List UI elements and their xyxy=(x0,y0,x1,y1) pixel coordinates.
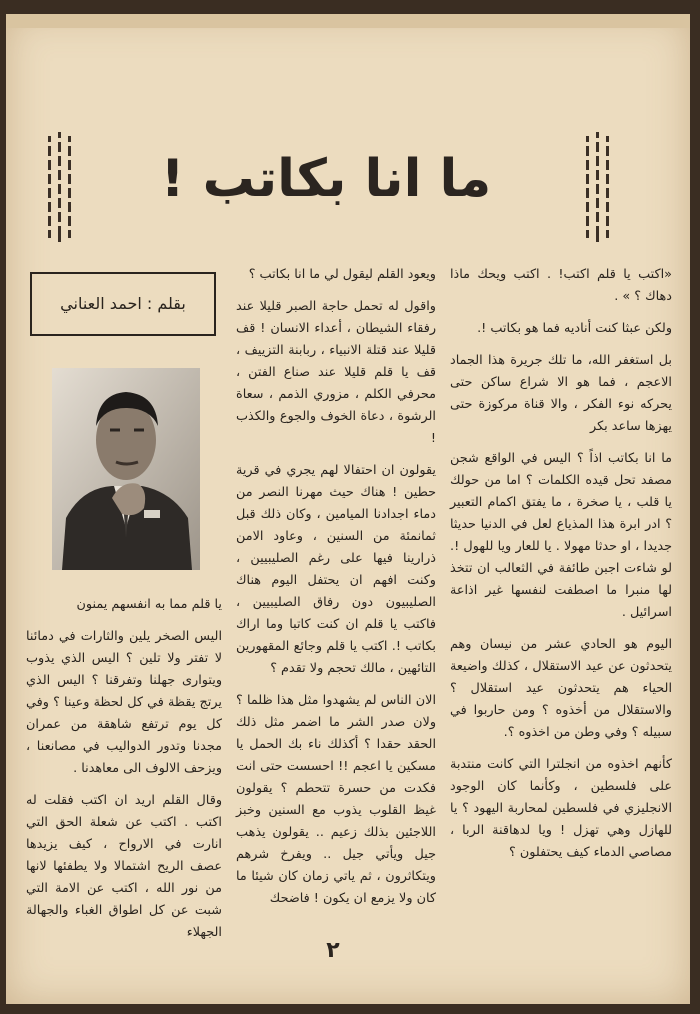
paragraph: ويعود القلم ليقول لي ما انا بكاتب ؟ xyxy=(248,267,436,282)
paragraph: اليوم هو الحادي عشر من نيسان وهم يتحدثون عن عيد الاستقلال ، كذلك واضيعة الحياء هم يتحدثون عيد استقلال ؟ والاستقلال من أخذوه ؟ ومن حاربوا في سبيله ؟ وفي وطن من اخذوه ؟. xyxy=(450,637,672,740)
paragraph: «اكتب يا قلم اكتب! . اكتب ويحك ماذا دهاك ؟ » . xyxy=(450,267,672,304)
ornament-left-icon xyxy=(42,132,78,242)
article-column-middle xyxy=(236,264,436,934)
article-column-right xyxy=(450,264,672,934)
paragraph: وقال القلم اريد ان اكتب فقلت له اكتب . اكتب عن شعلة الحق التي انارت في الارواح ، كيف يزيدها عصف الريح اشتمالا ولا يطفئها لانها من نور الله ، اكتب عن الامة التي شبت عن كل اطواق الغباء والجهالة الجهلاء xyxy=(26,793,222,940)
article-title: ما انا بكاتب ! xyxy=(160,149,492,209)
paragraph: كأنهم اخذوه من انجلترا التي كانت منتدبة على فلسطين ، وكأنما كان الوجود الانجليزي في فلسطين لمحاربة اليهود ؟ يا للهازل وهي تهزل ! ويا لدهاقنة الربا ، مصاصي الدماء كيف يحتفلون ؟ xyxy=(450,757,672,860)
paragraph: الان الناس لم يشهدوا مثل هذا ظلما ؟ ولان صدر الشر ما اضمر مثل ذلك الحقد حقدا ؟ أكذلك ناء بك الحمل يا مسكين يا اعجم !! احسست حتى انت فكدت من حسرة تتحطم ؟ يقولون غيظ القلوب يذوب مع السنين وخبز اللاجئين بذلك زعيم .. يقولون يذهب جيل ويأتي جيل .. ويفرخ شرهم ويتكاثرون ، ثم ياتي زمان كان شيئا ما كان ولا يزمع ان يكون ! فاضحك xyxy=(236,693,436,906)
paragraph: يا قلم مما به انفسهم يمنون xyxy=(76,597,222,612)
author-byline: بقلم : احمد العناني xyxy=(30,272,216,336)
paragraph: واقول له تحمل حاجة الصبر قليلا عند رفقاء الشيطان ، أعداء الانسان ! قف قليلا عند قتلة الانبياء ، ربابنة التزييف ، قف يا قلم قليلا عند صناع الفتن ، محرفي الكلم ، مزوري الذمم ، سعاة الرشوة ، دعاة الخوف والجوع والكذب ! xyxy=(236,299,436,446)
author-portrait-icon xyxy=(52,368,200,570)
paragraph: يقولون ان احتفالا لهم يجري في قرية حطين ! هناك حيث مهرنا النصر من دماء اجدادنا الميامين ، وكان ذلك قبل ثمانمئة من السنين ، وعاود الامن ذرارينا فيها على رغم الصليبيين ، وكنت افهم ان يحتفل اليوم هناك الصليبيون دون رفاق الصليبيين ، فاكتب يا قلم ان كنت كاتبا وما اراك بكاتب !. اكتب يا قلم وجائع المقهورين التائهين ، مالك تحجم ولا تقدم ؟ xyxy=(236,463,436,676)
page-fold xyxy=(6,14,690,28)
paragraph: ما انا بكاتب اذاً ؟ اليس في الواقع شجن مصفد تحل قيده الكلمات ؟ اما من حولك يا قلب ، يا صخرة ، ما يفتق اكمام التعبير ؟ ادر ابرة هذا المذياع لعل في الدنيا حديثا جديدا ، او حدثا مهولا . يا للعار ويا للهول !. لو شاءت اجبن طائفة في الثعالب ان تتخذ لها منبرا ما اصطفت لنفسها غير اذاعة اسرائيل . xyxy=(450,451,672,620)
paragraph: اليس الصخر يلين والثارات في دمائنا لا تفتر ولا تلين ؟ اليس الذي يذوب ويتوارى جهلنا وتفرقنا ؟ اليس الذي يرتج يقظة في كل لحظة وعينا ؟ وفي كل يوم ترتفع شاهقة من عمران مجدنا وتدور الدواليب في مصانعنا ، ويزحف الالوف الى معاهدنا . xyxy=(26,629,222,776)
paragraph: ولكن عبثا كنت أناديه فما هو بكاتب !. xyxy=(477,321,672,336)
paragraph: بل استغفر الله، ما تلك جريرة هذا الجماد الاعجم ، فما هو الا شراع ساكن حتى يحركه نوء الفكر ، والا قناة مركوزة حتى يهزها ساعد بكر xyxy=(450,353,672,434)
page-number: ٢ xyxy=(326,938,340,963)
magazine-page xyxy=(6,14,690,1004)
article-column-left xyxy=(26,594,222,940)
ornament-right-icon xyxy=(580,132,616,242)
